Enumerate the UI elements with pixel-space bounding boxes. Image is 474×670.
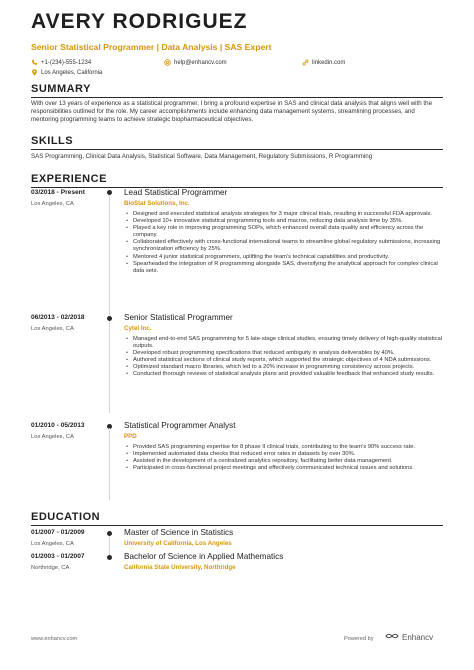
footer-brand[interactable] bbox=[385, 632, 433, 642]
bullet-item: • Played a key role in improving programming SOPs, which enhanced overall data quality and efficiency across the company. bbox=[126, 225, 446, 239]
bullet-item: • Developed robust programming specifications that reduced ambiguity in analysis deliverables by 40%. bbox=[126, 350, 446, 357]
experience-timeline bbox=[109, 191, 110, 413]
footer-website[interactable]: www.enhancv.com bbox=[31, 636, 78, 642]
job-company: PPD bbox=[124, 433, 137, 440]
contact-location bbox=[31, 69, 102, 76]
timeline-dot bbox=[107, 190, 112, 195]
education-dates: 01/2003 - 01/2007 bbox=[31, 553, 85, 560]
contact-linkedin[interactable] bbox=[302, 59, 345, 66]
phone-text: +1-(234)-555-1234 bbox=[41, 59, 92, 66]
bullet-item: • Designed and executed statistical analysis strategies for 3 major clinical trials, resulting in successful FDA approvals. bbox=[126, 211, 446, 218]
job-company: Cytel Inc. bbox=[124, 325, 152, 332]
contact-email[interactable] bbox=[164, 59, 227, 66]
job-bullets bbox=[126, 211, 446, 275]
bullet-item: • Participated in cross-functional project meetings and effectively communicated technical issues and solutions. bbox=[126, 465, 446, 472]
experience-timeline-lower bbox=[109, 428, 110, 500]
skills-text: SAS Programming, Clinical Data Analysis, Statistical Software, Data Management, Regulatory Submissions, R Programming bbox=[31, 153, 373, 160]
skills-divider bbox=[31, 149, 443, 150]
summary-divider bbox=[31, 97, 443, 98]
bullet-item: • Collaborated effectively with cross-functional international teams to streamline global regulatory submissions, increasing synchronization efficiency by 25%. bbox=[126, 239, 446, 253]
education-dates: 01/2007 - 01/2009 bbox=[31, 529, 85, 536]
job-bullets bbox=[126, 444, 446, 472]
education-degree: Bachelor of Science in Applied Mathematics bbox=[124, 552, 284, 561]
skills-heading: SKILLS bbox=[31, 135, 74, 147]
bullet-item: • Provided SAS programming expertise for 8 phase II clinical trials, contributing to the team's 90% success rate. bbox=[126, 444, 446, 451]
timeline-dot bbox=[107, 316, 112, 321]
candidate-headline: Senior Statistical Programmer | Data Analysis | SAS Expert bbox=[31, 42, 272, 52]
contact-phone bbox=[31, 59, 91, 66]
bullet-item: • Developed 10+ innovative statistical programming tools and macros, reducing data analysis time by 35%. bbox=[126, 218, 446, 225]
job-bullets bbox=[126, 336, 446, 379]
education-heading: EDUCATION bbox=[31, 511, 101, 523]
phone-icon bbox=[31, 59, 38, 66]
education-location: Northridge, CA bbox=[31, 565, 70, 571]
email-text[interactable]: help@enhancv.com bbox=[174, 59, 227, 66]
job-dates: 03/2018 - Present bbox=[31, 189, 85, 196]
job-dates: 01/2010 - 05/2013 bbox=[31, 422, 85, 429]
job-title: Lead Statistical Programmer bbox=[124, 188, 228, 197]
job-title: Statistical Programmer Analyst bbox=[124, 421, 236, 430]
bullet-item: • Optimized standard macro libraries, which led to a 20% increase in programming consistency across projects. bbox=[126, 364, 446, 371]
job-location: Los Angeles, CA bbox=[31, 434, 74, 440]
bullet-item: • Mentored 4 junior statistical programmers, uplifting the team's technical capabilities and productivity. bbox=[126, 254, 446, 261]
job-company: BioStat Solutions, Inc. bbox=[124, 200, 190, 207]
bullet-item: • Authored statistical sections of clinical study reports, which supported the strategic objectives of 4 NDA submissions. bbox=[126, 357, 446, 364]
candidate-name: AVERY RODRIGUEZ bbox=[31, 10, 248, 33]
location-text: Los Angeles, California bbox=[41, 69, 103, 76]
enhancv-logo-icon bbox=[385, 632, 399, 642]
bullet-item: • Conducted thorough reviews of statistical analysis plans and provided valuable feedback that enhanced study results. bbox=[126, 371, 446, 378]
summary-text: With over 13 years of experience as a statistical programmer, I bring a profound expertise in SAS and clinical data analysis that aligns well with the responsibilities outlined for the role. My career accomplishments include enhancing data management systems, streamlining processes, and mentoring programming teams to achieve strategic biopharmaceutical objectives. bbox=[31, 100, 433, 123]
education-degree: Master of Science in Statistics bbox=[124, 528, 234, 537]
job-title: Senior Statistical Programmer bbox=[124, 313, 233, 322]
job-dates: 06/2013 - 02/2018 bbox=[31, 314, 85, 321]
summary-heading: SUMMARY bbox=[31, 83, 91, 95]
footer-powered-by: Powered by bbox=[344, 636, 374, 642]
experience-heading: EXPERIENCE bbox=[31, 173, 107, 185]
job-location: Los Angeles, CA bbox=[31, 326, 74, 332]
bullet-item: • Assisted in the development of a centralized analytics repository, facilitating better data management. bbox=[126, 458, 446, 465]
timeline-dot bbox=[107, 555, 112, 560]
experience-divider bbox=[31, 187, 443, 188]
education-divider bbox=[31, 525, 443, 526]
education-school: University of California, Los Angeles bbox=[124, 540, 232, 547]
timeline-dot bbox=[107, 531, 112, 536]
location-pin-icon bbox=[31, 69, 38, 76]
linkedin-text[interactable]: linkedin.com bbox=[312, 59, 346, 66]
education-location: Los Angeles, CA bbox=[31, 541, 74, 547]
brand-name: Enhancv bbox=[402, 632, 434, 642]
job-location: Los Angeles, CA bbox=[31, 201, 74, 207]
education-school: California State University, Northridge bbox=[124, 564, 236, 571]
bullet-item: • Managed end-to-end SAS programming for 5 late-stage clinical studies, ensuring timely delivery of high-quality statistical outputs. bbox=[126, 336, 446, 350]
bullet-item: • Implemented automated data checks that reduced error rates in datasets by over 30%. bbox=[126, 451, 446, 458]
link-icon bbox=[302, 59, 309, 66]
bullet-item: • Spearheaded the integration of R programming alongside SAS, diversifying the analytical approach for complex clinical data sets. bbox=[126, 261, 446, 275]
at-icon bbox=[164, 59, 171, 66]
